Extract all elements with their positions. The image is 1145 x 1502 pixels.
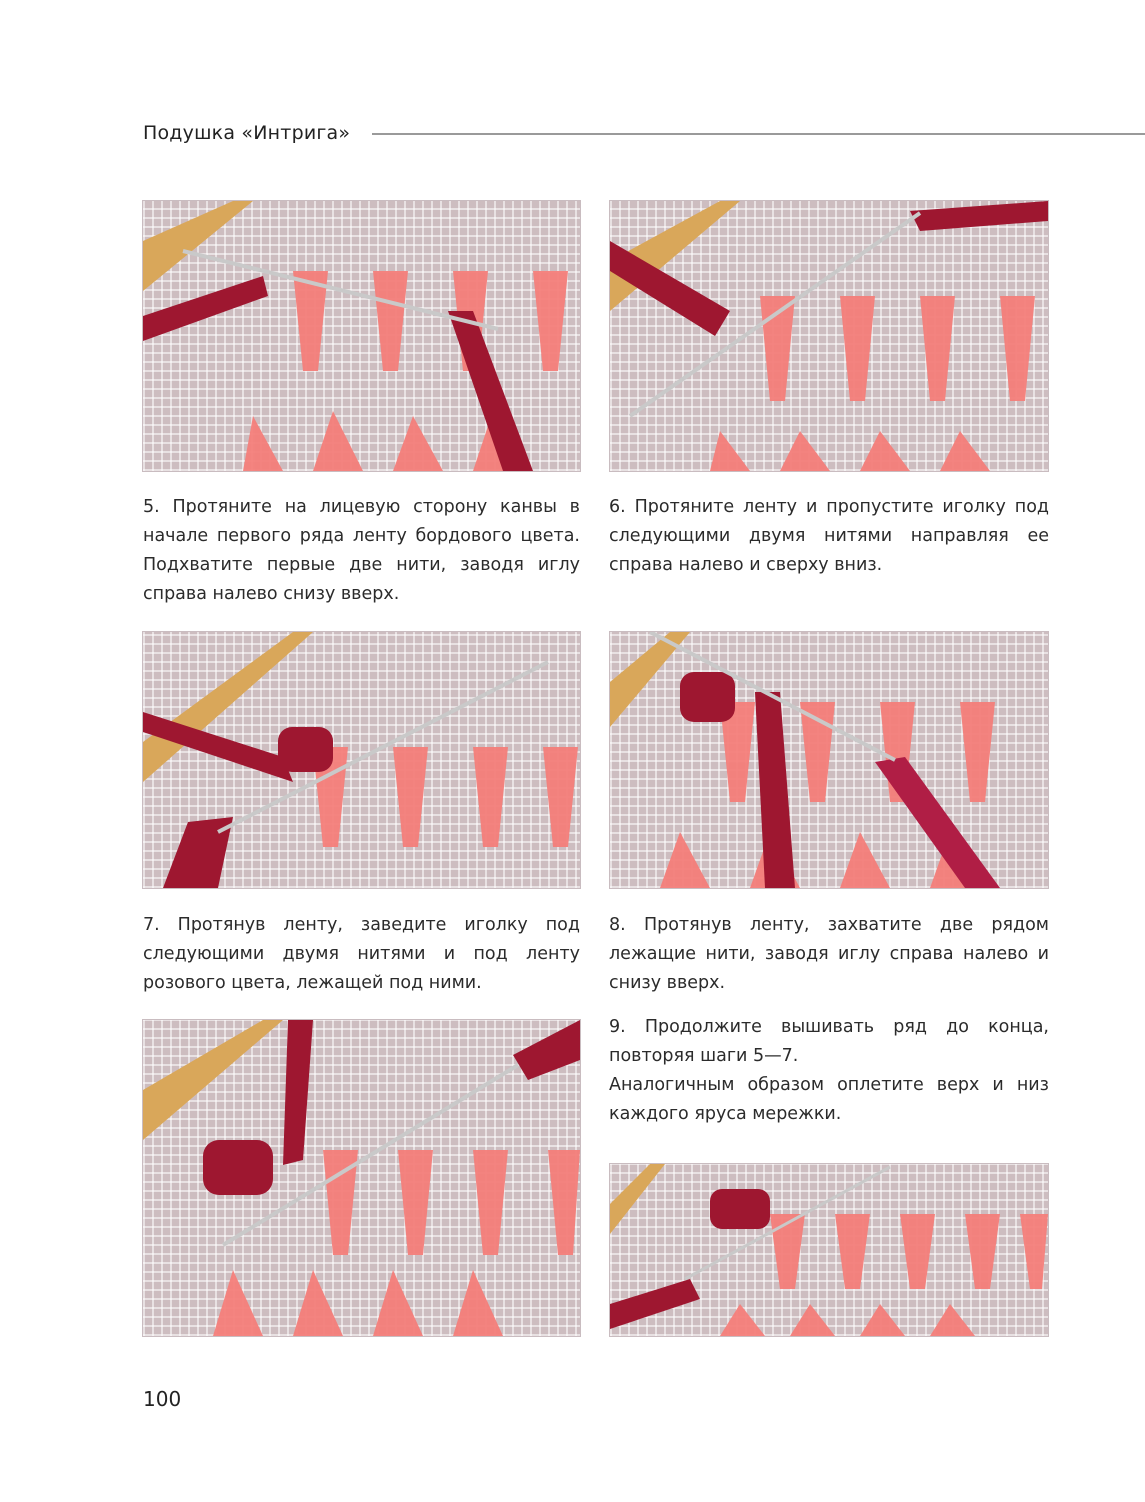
step-9-caption: 9. Продолжите вышивать ряд до конца, повторяя шаги 5—7. Аналогичным образом оплетите верх и низ каждого яруса мережки. [609, 1017, 1049, 1124]
header-rule [372, 133, 1145, 135]
photo-step-9b [609, 1163, 1049, 1337]
page-number: 100 [143, 1387, 182, 1411]
step-5-caption: 5. Протяните на лицевую сторону канвы в начале первого ряда ленту бордового цвета. Подхватите первые две нити, заводя иглу справа налево снизу вверх. [143, 497, 580, 604]
photo-step-9a [142, 1019, 581, 1337]
running-header-title: Подушка «Интрига» [143, 122, 351, 144]
photo-step-6 [609, 200, 1049, 472]
step-8-caption: 8. Протянув ленту, захватите две рядом лежащие нити, заводя иглу справа налево и снизу вверх. [609, 915, 1049, 993]
step-6-caption: 6. Протяните ленту и пропустите иголку под следующими двумя нитями направляя ее справа налево и сверху вниз. [609, 497, 1049, 575]
step-7-caption: 7. Протянув ленту, заведите иголку под следующими двумя нитями и под ленту розового цвета, лежащей под ними. [143, 915, 580, 993]
photo-step-5 [142, 200, 581, 472]
photo-step-8 [609, 631, 1049, 889]
photo-step-7 [142, 631, 581, 889]
